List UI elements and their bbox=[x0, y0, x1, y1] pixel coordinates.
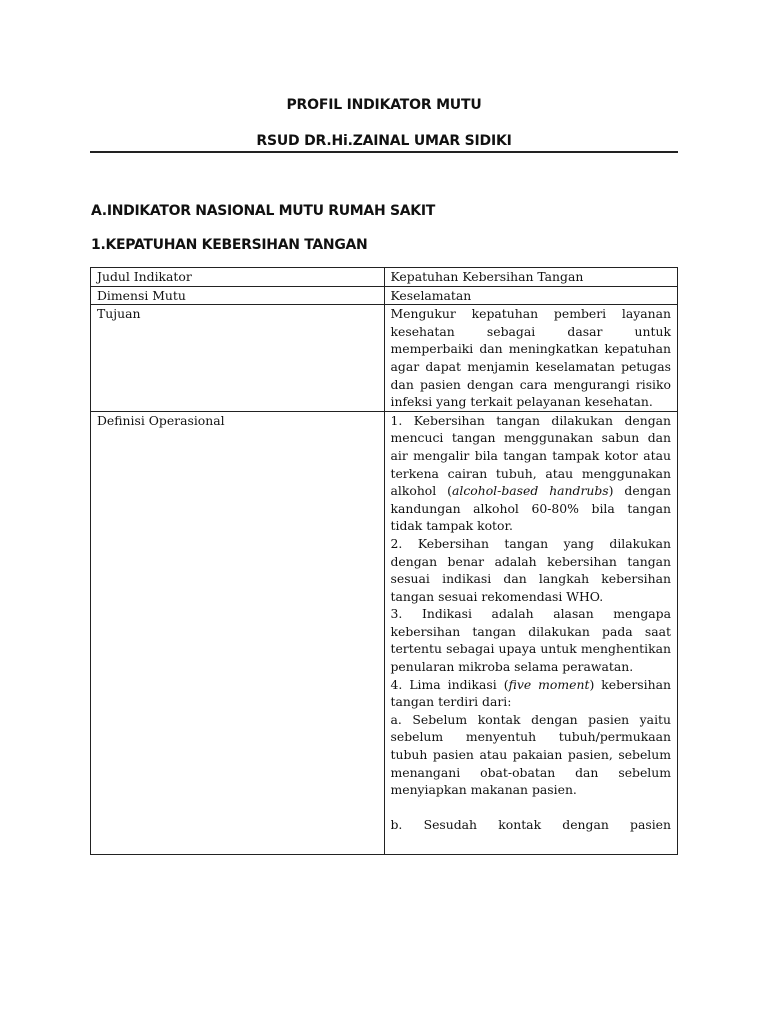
section-heading: A.INDIKATOR NASIONAL MUTU RUMAH SAKIT bbox=[91, 203, 435, 219]
row-value: Kepatuhan Kebersihan Tangan bbox=[384, 268, 678, 287]
table-row bbox=[91, 411, 678, 855]
definisi-paragraph-b-wrap bbox=[391, 816, 672, 854]
row-label: Judul Indikator bbox=[91, 268, 385, 287]
hospital-name: RSUD DR.Hi.ZAINAL UMAR SIDIKI bbox=[256, 133, 512, 149]
document-title: PROFIL INDIKATOR MUTU bbox=[286, 97, 482, 113]
italic-term: five moment bbox=[508, 676, 590, 692]
row-value bbox=[384, 305, 678, 412]
definisi-paragraph-2: 2. Kebersihan tangan yang dilakukan dengan benar adalah kebersihan tangan sesuai indikasi dan langkah kebersihan tangan sesuai rekomendasi WHO. bbox=[390, 535, 671, 604]
title-underline bbox=[90, 151, 678, 153]
row-label: Dimensi Mutu bbox=[91, 286, 385, 305]
definisi-paragraph-b: b. Sesudah kontak dengan pasien bbox=[390, 817, 671, 833]
table-row bbox=[91, 268, 678, 287]
blank-line bbox=[391, 799, 672, 817]
indicator-table bbox=[90, 267, 678, 855]
tujuan-text: Mengukur kepatuhan pemberi layanan kesehatan sebagai dasar untuk memperbaiki dan meningkatkan kepatuhan agar dapat menjamin keselamatan petugas dan pasien dengan cara mengurangi risiko infeksi yang terkait pelayanan kesehatan. bbox=[390, 306, 671, 410]
row-value: Keselamatan bbox=[384, 286, 678, 305]
table-row bbox=[91, 305, 678, 412]
row-label: Tujuan bbox=[91, 305, 385, 412]
row-label: Definisi Operasional bbox=[91, 411, 385, 855]
definisi-paragraph-4: 4. Lima indikasi (five moment) kebersihan tangan terdiri dari: bbox=[390, 676, 671, 710]
definisi-paragraph-1: 1. Kebersihan tangan dilakukan dengan mencuci tangan menggunakan sabun dan air mengalir bila tangan tampak kotor atau terkena cairan tubuh, atau menggunakan alkohol (alcohol-based handrubs) dengan kandungan alkohol 60-80% bila tangan tidak tampak kotor. bbox=[390, 412, 671, 534]
definisi-paragraph-a: a. Sebelum kontak dengan pasien yaitu sebelum menyentuh tubuh/permukaan tubuh pasien atau pakaian pasien, sebelum menangani obat-obatan dan sebelum menyiapkan makanan pasien. bbox=[390, 711, 671, 798]
definisi-operasional-value bbox=[384, 411, 678, 855]
definisi-paragraph-3: 3. Indikasi adalah alasan mengapa kebersihan tangan dilakukan pada saat tertentu sebagai upaya untuk menghentikan penularan mikroba selama perawatan. bbox=[390, 606, 671, 675]
indicator-heading: 1.KEPATUHAN KEBERSIHAN TANGAN bbox=[91, 237, 368, 253]
italic-term: alcohol-based handrubs bbox=[451, 483, 609, 499]
table-row bbox=[91, 286, 678, 305]
